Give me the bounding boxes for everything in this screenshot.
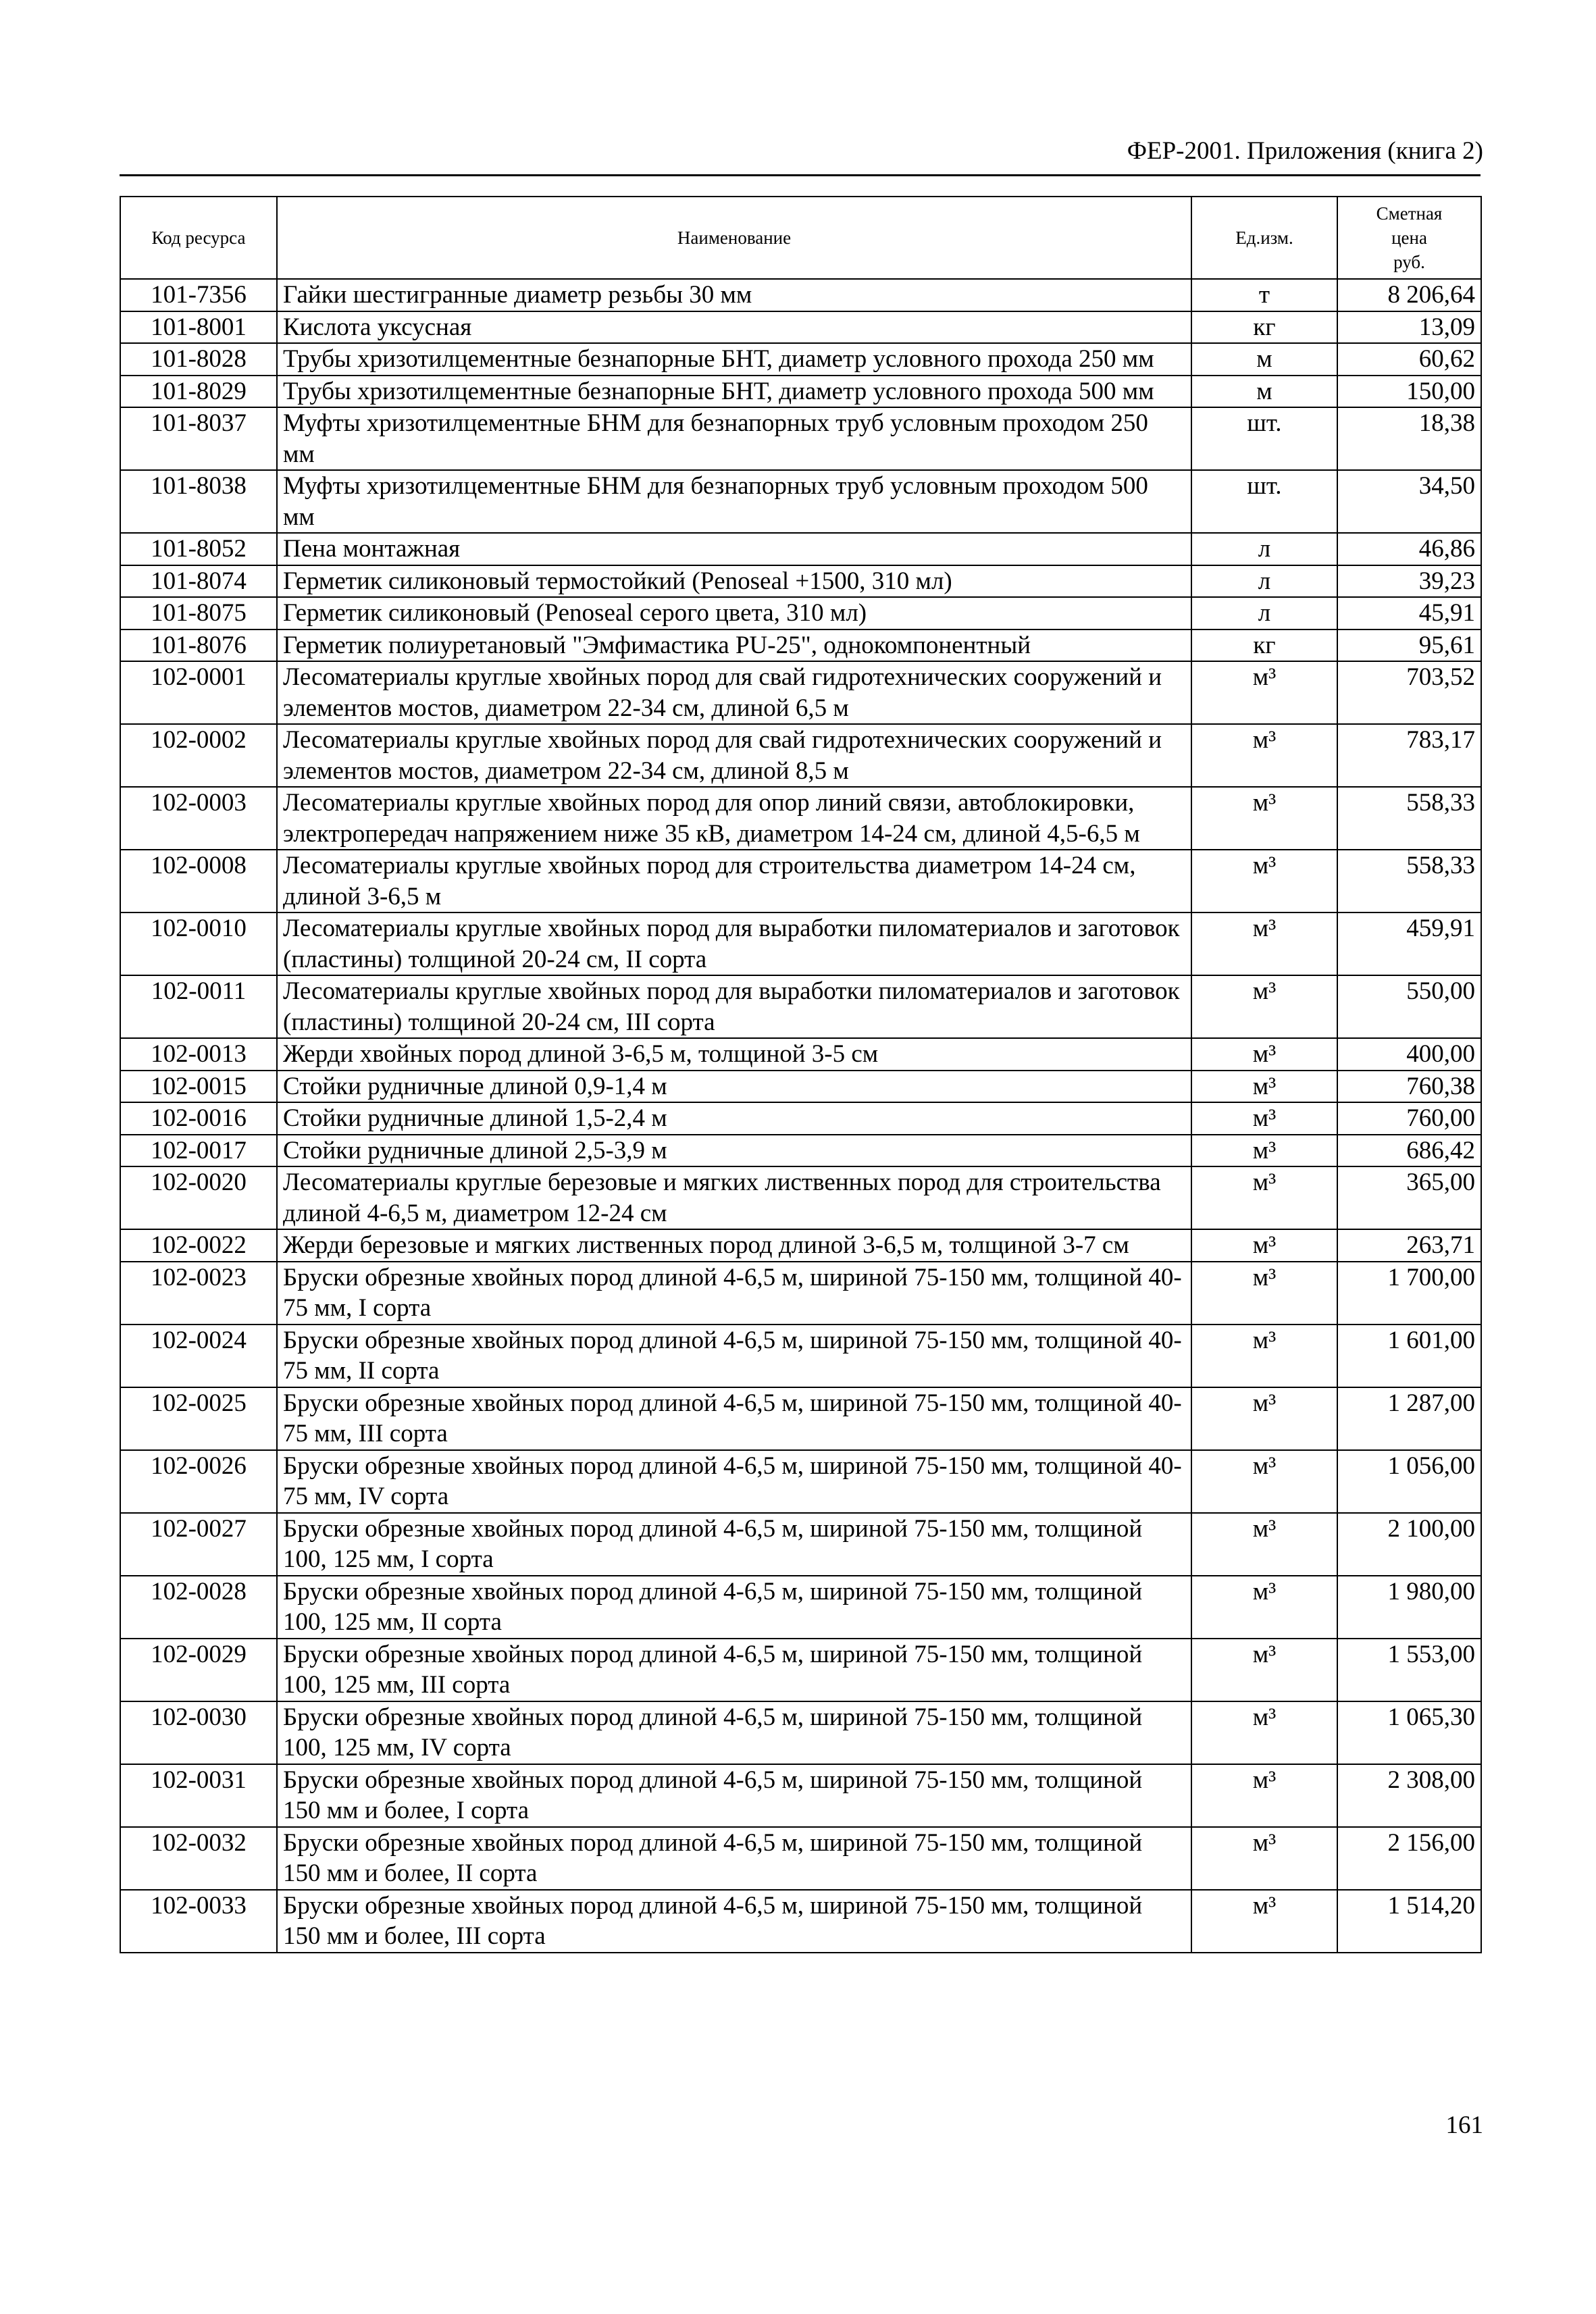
price-cell: 2 308,00 [1337,1764,1481,1827]
unit-cell: м³ [1191,661,1337,724]
resource-name-cell: Кислота уксусная [277,311,1191,344]
unit-cell: шт. [1191,470,1337,533]
price-cell: 263,71 [1337,1229,1481,1262]
resource-code-cell: 101-8001 [120,311,277,344]
resource-code-cell: 101-8028 [120,343,277,376]
resource-name-cell: Лесоматериалы круглые хвойных пород для выработки пиломатериалов и заготовок (пластины) толщиной 20-24 см, II сорта [277,912,1191,975]
resource-code-cell: 101-8075 [120,597,277,629]
table-row [120,1325,1481,1387]
unit-cell: м³ [1191,1639,1337,1701]
resource-code-cell: 102-0026 [120,1450,277,1513]
resource-name-cell: Жерди березовые и мягких лиственных пород длиной 3-6,5 м, толщиной 3-7 см [277,1229,1191,1262]
table-row [120,1701,1481,1764]
resource-name-cell: Герметик силиконовый (Penoseal серого цвета, 310 мл) [277,597,1191,629]
resource-code-cell: 102-0031 [120,1764,277,1827]
resource-price-table [120,196,1482,1953]
unit-cell: м³ [1191,1325,1337,1387]
price-cell: 2 100,00 [1337,1513,1481,1576]
price-cell: 39,23 [1337,565,1481,598]
resource-name-cell: Бруски обрезные хвойных пород длиной 4-6,5 м, шириной 75-150 мм, толщиной 40-75 мм, IV сорта [277,1450,1191,1513]
resource-name-cell: Бруски обрезные хвойных пород длиной 4-6,5 м, шириной 75-150 мм, толщиной 150 мм и более, I сорта [277,1764,1191,1827]
table-row [120,1166,1481,1229]
resource-code-cell: 102-0001 [120,661,277,724]
table-row [120,279,1481,311]
unit-cell: т [1191,279,1337,311]
price-cell: 550,00 [1337,975,1481,1038]
resource-code-cell: 102-0020 [120,1166,277,1229]
resource-name-cell: Герметик силиконовый термостойкий (Penoseal +1500, 310 мл) [277,565,1191,598]
unit-cell: м³ [1191,975,1337,1038]
resource-name-cell: Бруски обрезные хвойных пород длиной 4-6,5 м, шириной 75-150 мм, толщиной 100, 125 мм, I сорта [277,1513,1191,1576]
resource-name-cell: Стойки рудничные длиной 1,5-2,4 м [277,1102,1191,1135]
resource-code-cell: 101-8037 [120,407,277,470]
price-cell: 1 065,30 [1337,1701,1481,1764]
unit-cell: м³ [1191,1071,1337,1103]
resource-name-cell: Бруски обрезные хвойных пород длиной 4-6,5 м, шириной 75-150 мм, толщиной 100, 125 мм, IV сорта [277,1701,1191,1764]
table-row [120,533,1481,565]
unit-cell: л [1191,533,1337,565]
resource-code-cell: 102-0032 [120,1827,277,1890]
unit-cell: м³ [1191,850,1337,912]
resource-code-cell: 101-8038 [120,470,277,533]
resource-name-cell: Стойки рудничные длиной 0,9-1,4 м [277,1071,1191,1103]
price-cell: 760,38 [1337,1071,1481,1103]
page-number: 161 [1445,2111,1483,2139]
resource-code-cell: 102-0017 [120,1135,277,1167]
resource-name-cell: Гайки шестигранные диаметр резьбы 30 мм [277,279,1191,311]
table-row [120,912,1481,975]
table-row [120,1135,1481,1167]
resource-code-cell: 101-8052 [120,533,277,565]
resource-code-cell: 102-0029 [120,1639,277,1701]
table-row [120,1071,1481,1103]
table-row [120,1764,1481,1827]
resource-code-cell: 102-0015 [120,1071,277,1103]
resource-code-cell: 102-0003 [120,787,277,850]
table-row [120,311,1481,344]
table-row [120,1890,1481,1953]
resource-name-cell: Жерди хвойных пород длиной 3-6,5 м, толщиной 3-5 см [277,1038,1191,1071]
table-row [120,1038,1481,1071]
price-cell: 365,00 [1337,1166,1481,1229]
running-title: ФЕР-2001. Приложения (книга 2) [1127,137,1483,165]
resource-name-cell: Бруски обрезные хвойных пород длиной 4-6,5 м, шириной 75-150 мм, толщиной 100, 125 мм, II сорта [277,1576,1191,1639]
unit-cell: м³ [1191,1827,1337,1890]
resource-code-cell: 101-8074 [120,565,277,598]
resource-name-cell: Бруски обрезные хвойных пород длиной 4-6,5 м, шириной 75-150 мм, толщиной 100, 125 мм, III сорта [277,1639,1191,1701]
column-header-price-line: цена [1391,228,1427,248]
resource-name-cell: Лесоматериалы круглые хвойных пород для выработки пиломатериалов и заготовок (пластины) толщиной 20-24 см, III сорта [277,975,1191,1038]
price-cell: 2 156,00 [1337,1827,1481,1890]
resource-code-cell: 102-0010 [120,912,277,975]
table-row [120,1229,1481,1262]
resource-code-cell: 102-0016 [120,1102,277,1135]
unit-cell: м³ [1191,1038,1337,1071]
table-row [120,1576,1481,1639]
unit-cell: м³ [1191,1701,1337,1764]
resource-name-cell: Стойки рудничные длиной 2,5-3,9 м [277,1135,1191,1167]
price-cell: 558,33 [1337,787,1481,850]
unit-cell: м³ [1191,1387,1337,1450]
resource-name-cell: Бруски обрезные хвойных пород длиной 4-6,5 м, шириной 75-150 мм, толщиной 40-75 мм, I сорта [277,1262,1191,1325]
resource-name-cell: Герметик полиуретановый "Эмфимастика PU-25", однокомпонентный [277,629,1191,662]
unit-cell: м³ [1191,1890,1337,1953]
resource-code-cell: 102-0023 [120,1262,277,1325]
resource-code-cell: 101-7356 [120,279,277,311]
resource-name-cell: Бруски обрезные хвойных пород длиной 4-6,5 м, шириной 75-150 мм, толщиной 150 мм и более, II сорта [277,1827,1191,1890]
unit-cell: л [1191,565,1337,598]
table-row [120,597,1481,629]
resource-name-cell: Лесоматериалы круглые березовые и мягких лиственных пород для строительства длиной 4-6,5 м, диаметром 12-24 см [277,1166,1191,1229]
table-row [120,661,1481,724]
table-row [120,376,1481,408]
price-cell: 1 553,00 [1337,1639,1481,1701]
unit-cell: м³ [1191,1229,1337,1262]
price-cell: 1 514,20 [1337,1890,1481,1953]
unit-cell: м³ [1191,1576,1337,1639]
resource-code-cell: 102-0027 [120,1513,277,1576]
resource-name-cell: Лесоматериалы круглые хвойных пород для свай гидротехнических сооружений и элементов мостов, диаметром 22-34 см, длиной 8,5 м [277,724,1191,787]
unit-cell: м³ [1191,787,1337,850]
header-rule [120,174,1481,176]
table-row [120,1639,1481,1701]
table-row [120,850,1481,912]
resource-name-cell: Лесоматериалы круглые хвойных пород для строительства диаметром 14-24 см, длиной 3-6,5 м [277,850,1191,912]
resource-name-cell: Лесоматериалы круглые хвойных пород для опор линий связи, автоблокировки, электропередач напряжением ниже 35 кВ, диаметром 14-24 см, длиной 4,5-6,5 м [277,787,1191,850]
resource-code-cell: 102-0013 [120,1038,277,1071]
table-row [120,975,1481,1038]
unit-cell: м³ [1191,1764,1337,1827]
table-row [120,629,1481,662]
table-row [120,787,1481,850]
resource-name-cell: Муфты хризотилцементные БНМ для безнапорных труб условным проходом 250 мм [277,407,1191,470]
unit-cell: л [1191,597,1337,629]
price-cell: 783,17 [1337,724,1481,787]
resource-name-cell: Трубы хризотилцементные безнапорные БНТ, диаметр условного прохода 500 мм [277,376,1191,408]
price-cell: 1 601,00 [1337,1325,1481,1387]
table-row [120,1450,1481,1513]
table-row [120,1262,1481,1325]
price-cell: 1 056,00 [1337,1450,1481,1513]
price-cell: 558,33 [1337,850,1481,912]
unit-cell: м³ [1191,1166,1337,1229]
unit-cell: м³ [1191,1102,1337,1135]
price-cell: 150,00 [1337,376,1481,408]
unit-cell: шт. [1191,407,1337,470]
unit-cell: кг [1191,311,1337,344]
resource-code-cell: 101-8076 [120,629,277,662]
table-row [120,343,1481,376]
table-row [120,1102,1481,1135]
resource-code-cell: 102-0025 [120,1387,277,1450]
unit-cell: м³ [1191,912,1337,975]
resource-code-cell: 102-0022 [120,1229,277,1262]
column-header-name: Наименование [277,197,1191,279]
unit-cell: м³ [1191,1135,1337,1167]
price-cell: 400,00 [1337,1038,1481,1071]
resource-code-cell: 102-0030 [120,1701,277,1764]
resource-name-cell: Лесоматериалы круглые хвойных пород для свай гидротехнических сооружений и элементов мостов, диаметром 22-34 см, длиной 6,5 м [277,661,1191,724]
resource-code-cell: 101-8029 [120,376,277,408]
table-row [120,470,1481,533]
table-row [120,1387,1481,1450]
resource-code-cell: 102-0028 [120,1576,277,1639]
price-cell: 13,09 [1337,311,1481,344]
resource-name-cell: Бруски обрезные хвойных пород длиной 4-6,5 м, шириной 75-150 мм, толщиной 150 мм и более, III сорта [277,1890,1191,1953]
resource-name-cell: Бруски обрезные хвойных пород длиной 4-6,5 м, шириной 75-150 мм, толщиной 40-75 мм, II сорта [277,1325,1191,1387]
price-cell: 1 287,00 [1337,1387,1481,1450]
resource-name-cell: Бруски обрезные хвойных пород длиной 4-6,5 м, шириной 75-150 мм, толщиной 40-75 мм, III сорта [277,1387,1191,1450]
resource-code-cell: 102-0024 [120,1325,277,1387]
price-cell: 459,91 [1337,912,1481,975]
price-cell: 18,38 [1337,407,1481,470]
unit-cell: м³ [1191,724,1337,787]
table-row [120,724,1481,787]
unit-cell: м³ [1191,1450,1337,1513]
resource-code-cell: 102-0008 [120,850,277,912]
unit-cell: м [1191,343,1337,376]
resource-code-cell: 102-0011 [120,975,277,1038]
table-row [120,565,1481,598]
price-cell: 60,62 [1337,343,1481,376]
column-header-price [1337,197,1481,279]
price-cell: 95,61 [1337,629,1481,662]
table-body [120,279,1481,1953]
price-cell: 760,00 [1337,1102,1481,1135]
column-header-code: Код ресурса [120,197,277,279]
unit-cell: м³ [1191,1262,1337,1325]
price-cell: 8 206,64 [1337,279,1481,311]
resource-name-cell: Трубы хризотилцементные безнапорные БНТ, диаметр условного прохода 250 мм [277,343,1191,376]
table-row [120,1827,1481,1890]
column-header-unit: Ед.изм. [1191,197,1337,279]
price-cell: 703,52 [1337,661,1481,724]
price-cell: 1 980,00 [1337,1576,1481,1639]
unit-cell: м³ [1191,1513,1337,1576]
column-header-price-line: Сметная [1376,203,1443,224]
resource-name-cell: Пена монтажная [277,533,1191,565]
column-header-price-line: руб. [1393,252,1425,272]
table-row [120,1513,1481,1576]
unit-cell: кг [1191,629,1337,662]
price-cell: 46,86 [1337,533,1481,565]
unit-cell: м [1191,376,1337,408]
price-cell: 45,91 [1337,597,1481,629]
price-cell: 1 700,00 [1337,1262,1481,1325]
price-cell: 34,50 [1337,470,1481,533]
table-header-row [120,197,1481,279]
resource-code-cell: 102-0033 [120,1890,277,1953]
resource-name-cell: Муфты хризотилцементные БНМ для безнапорных труб условным проходом 500 мм [277,470,1191,533]
price-cell: 686,42 [1337,1135,1481,1167]
table-row [120,407,1481,470]
resource-code-cell: 102-0002 [120,724,277,787]
